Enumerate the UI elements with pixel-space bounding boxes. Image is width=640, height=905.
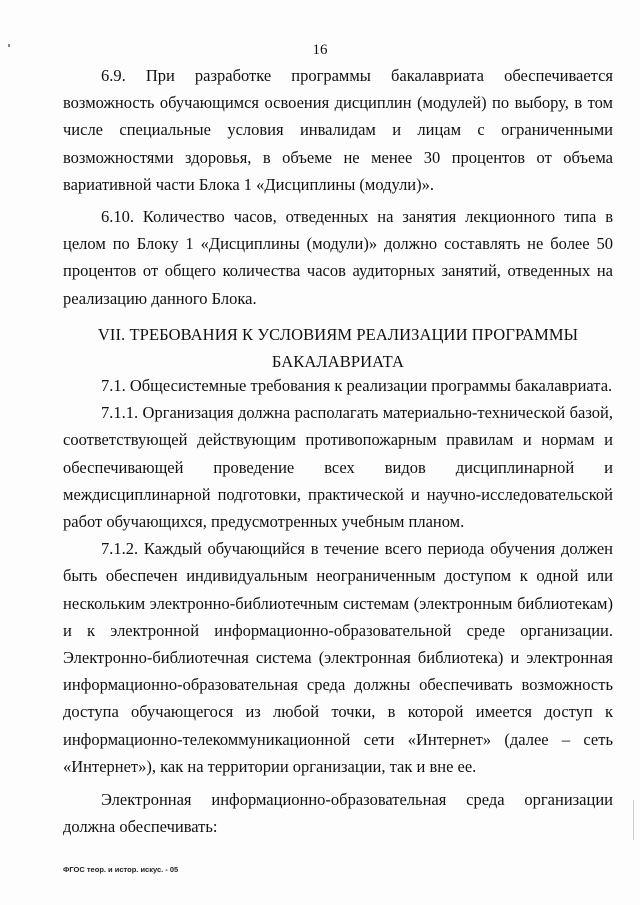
paragraph-6-10: 6.10. Количество часов, отведенных на занятия лекционного типа в целом по Блоку 1 «Дисциплины (модули)» должно составлять не более 50 процентов от общего количества часов аудиторных занятий, отведенных на реализацию данного Блока. bbox=[63, 207, 613, 308]
paragraph-7-1-1: 7.1.1. Организация должна располагать материально-технической базой, соответствующей действующим противопожарным правилам и нормам и обеспечивающей проведение всех видов дисциплинарной и междисциплинарной подготовки, практической и научно-исследовательской работ обучающихся, предусмотренных учебным планом. bbox=[63, 403, 613, 532]
paragraph-6-9: 6.9. При разработке программы бакалавриата обеспечивается возможность обучающимся освоения дисциплин (модулей) по выбору, в том числе специальные условия инвалидам и лицам с ограниченными возможностями здоровья, в объеме не менее 30 процентов от объема вариативной части Блока 1 «Дисциплины (модули)». bbox=[63, 66, 613, 194]
paragraph-eios: Электронная информационно-образовательная среда организации должна обеспечивать: bbox=[63, 790, 613, 837]
scan-mark-right bbox=[633, 800, 634, 840]
footer-note: ФГОС теор. и истор. искус. - 05 bbox=[63, 865, 179, 874]
section-heading-line2: БАКАЛАВРИАТА bbox=[271, 352, 405, 371]
paragraph-7-1: 7.1. Общесистемные требования к реализации программы бакалавриата. bbox=[101, 376, 613, 395]
page-number: 16 bbox=[312, 42, 328, 58]
section-heading-line1: VII. ТРЕБОВАНИЯ К УСЛОВИЯМ РЕАЛИЗАЦИИ ПРОГРАММЫ bbox=[97, 325, 579, 344]
section-seven-text bbox=[63, 372, 613, 840]
paragraph-7-1-2: 7.1.2. Каждый обучающийся в течение всего периода обучения должен быть обеспечен индивидуальным неограниченным доступом к одной или нескольким электронно-библиотечным системам (электронным библиотекам) и к электронной информационно-образовательной среде организации. Электронно-библиотечная система (электронная библиотека) и электронная информационно-образовательная среда должны обеспечивать возможность доступа обучающегося из любой точки, в которой имеется доступ к информационно-телекоммуникационной сети «Интернет» (далее – сеть «Интернет»), как на территории организации, так и вне ее. bbox=[63, 539, 613, 776]
section-six-text bbox=[63, 62, 613, 312]
